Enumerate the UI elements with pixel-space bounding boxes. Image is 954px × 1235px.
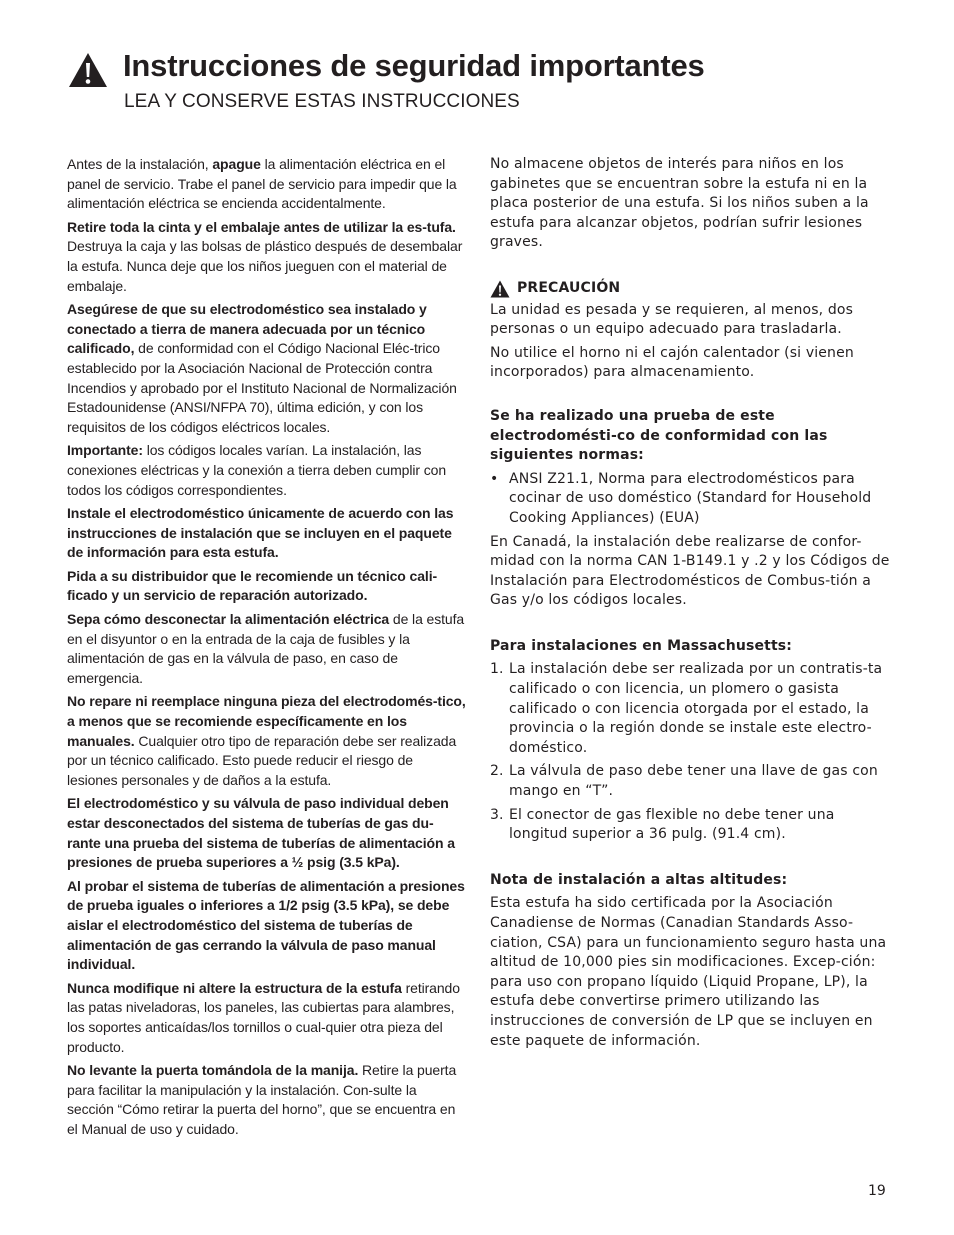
paragraph-no-storage: No utilice el horno ni el cajón calentador (si vienen incorporados) para almacenamiento. — [490, 344, 854, 381]
paragraph-altitude: Esta estufa ha sido certificada por la Asociación Canadiense de Normas (Canadian Standards Asso-ciation, CSA) para un funcionamiento seguro hasta una altitud de 10,000 pies sin modificaciones. Excep-ción: para uso con propano líquido (Liquid Propane, LP), la estufa debe convertirse primero utilizando las instrucciones de conversión de LP que se incluyen en este paquete de información. — [490, 895, 887, 1049]
warning-triangle-icon — [68, 52, 108, 88]
page-title: Instrucciones de seguridad importantes — [123, 48, 705, 83]
altitude-heading: Nota de instalación a altas altitudes: — [490, 871, 788, 888]
page-number: 19 — [868, 1183, 886, 1199]
paragraph-install-instructions: Instale el electrodoméstico únicamente de acuerdo con las instrucciones de instalación que se incluyen en el paquete de información para esta estufa. — [67, 505, 454, 561]
paragraph-canada: En Canadá, la instalación debe realizarse de confor-midad con la norma CAN 1-B149.1 y .2 y los Códigos de Instalación para Electrodomésticos de Combus-tión a Gas y/o los códigos locales. — [490, 533, 890, 609]
list-item: 3. El conector de gas flexible no debe tener una longitud superior a 36 pulg. (91.4 cm). — [490, 806, 835, 843]
right-column — [490, 155, 890, 1055]
paragraph-children-cabinets: No almacene objetos de interés para niños en los gabinetes que se encuentran sobre la estufa ni en la placa posterior de una estufa. Si los niños suben a la estufa para alcanzar objetos, podrían sufrir lesiones graves. — [490, 156, 869, 251]
caution-label: PRECAUCIÓN — [517, 279, 621, 296]
paragraph-remove-packaging: Retire toda la cinta y el embalaje antes de utilizar la es-tufa. Destruya la caja y las bolsas de plástico después de desembalar la estufa. Nunca deje que los niños jueguen con el material de embalaje. — [67, 218, 463, 294]
list-item: 1. La instalación debe ser realizada por un contratis-ta calificado o con licencia, un plomero o gasista calificado o con licencia otorgada por el estado, la provincia o la región donde se instale este electro-doméstico. — [490, 661, 883, 756]
left-column — [67, 155, 467, 1144]
paragraph-no-modify: Nunca modifique ni altere la estructura de la estufa retirando las patas niveladoras, los paneles, las cubiertas para alambres, los soportes anticaídas/los tornillos o cual-quier otra pieza del producto. — [67, 979, 460, 1055]
warning-triangle-icon — [490, 280, 510, 298]
massachusetts-list — [490, 660, 890, 844]
tested-heading: Se ha realizado una prueba de este electrodomésti-co de conformidad con las siguientes normas: — [490, 407, 828, 464]
caution-heading — [490, 279, 890, 299]
page-subtitle: LEA Y CONSERVE ESTAS INSTRUCCIONES — [124, 91, 520, 112]
list-item: • ANSI Z21.1, Norma para electrodomésticos para cocinar de uso doméstico (Standard for Household Cooking Appliances) (EUA) — [490, 470, 872, 526]
paragraph-disconnect: Sepa cómo desconectar la alimentación eléctrica de la estufa en el disyuntor o en la entrada de la caja de fusibles y la alimentación de gas en la válvula de paso, en caso de emergencia. — [67, 611, 465, 686]
paragraph-isolate-gas: Al probar el sistema de tuberías de alimentación a presiones de prueba iguales o inferiores a 1/2 psig (3.5 kPa), se debe aislar el electrodoméstico del sistema de tuberías de alimentación de gas cerrando la válvula de paso manual individual. — [67, 877, 465, 973]
paragraph-power-off: Antes de la instalación, apague la alimentación eléctrica en el panel de servicio. Trabe el panel de servicio para impedir que la alimentación eléctrica se encienda accidentalmente. — [67, 156, 457, 212]
paragraph-no-repair: No repare ni reemplace ninguna pieza del electrodomés-tico, a menos que se recomiende específicamente en los manuales. Cualquier otro tipo de reparación debe ser realizada por un técnico calificado. Esto puede reducir el riesgo de lesiones personales y de daños a la estufa. — [67, 693, 466, 788]
paragraph-technician: Pida a su distribuidor que le recomiende un técnico cali-ficado y un servicio de reparación autorizado. — [67, 567, 438, 604]
massachusetts-heading: Para instalaciones en Massachusetts: — [490, 637, 793, 654]
paragraph-important: Importante: los códigos locales varían. La instalación, las conexiones eléctricas y la conexión a tierra deben cumplir con todos los códigos correspondientes. — [67, 442, 447, 498]
list-item: 2. La válvula de paso debe tener una llave de gas con mango en “T”. — [490, 763, 878, 800]
paragraph-grounding: Asegúrese de que su electrodoméstico sea instalado y conectado a tierra de manera adecuada por un técnico calificado, de conformidad con el Código Nacional Eléc-trico establecido por la Asociación Nacional de Protección contra Incendios y aprobado por el Instituto Nacional de Normalización Estadounidense (ANSI/NFPA 70), última edición, y con los requisitos de los códigos eléctricos locales. — [67, 301, 457, 435]
standards-list — [490, 470, 890, 529]
paragraph-heavy-unit: La unidad es pesada y se requieren, al menos, dos personas o un equipo adecuado para trasladarla. — [490, 301, 854, 338]
paragraph-disconnect-gas: El electrodoméstico y su válvula de paso individual deben estar desconectados del sistema de tuberías de gas du-rante una prueba del sistema de tuberías de alimentación a presiones de prueba superiores a ½ psig (3.5 kPa). — [67, 795, 455, 871]
paragraph-door-handle: No levante la puerta tomándola de la manija. Retire la puerta para facilitar la manipulación y la instalación. Con-sulte la sección “Cómo retirar la puerta del horno”, que se encuentra en el Manual de uso y cuidado. — [67, 1062, 457, 1137]
